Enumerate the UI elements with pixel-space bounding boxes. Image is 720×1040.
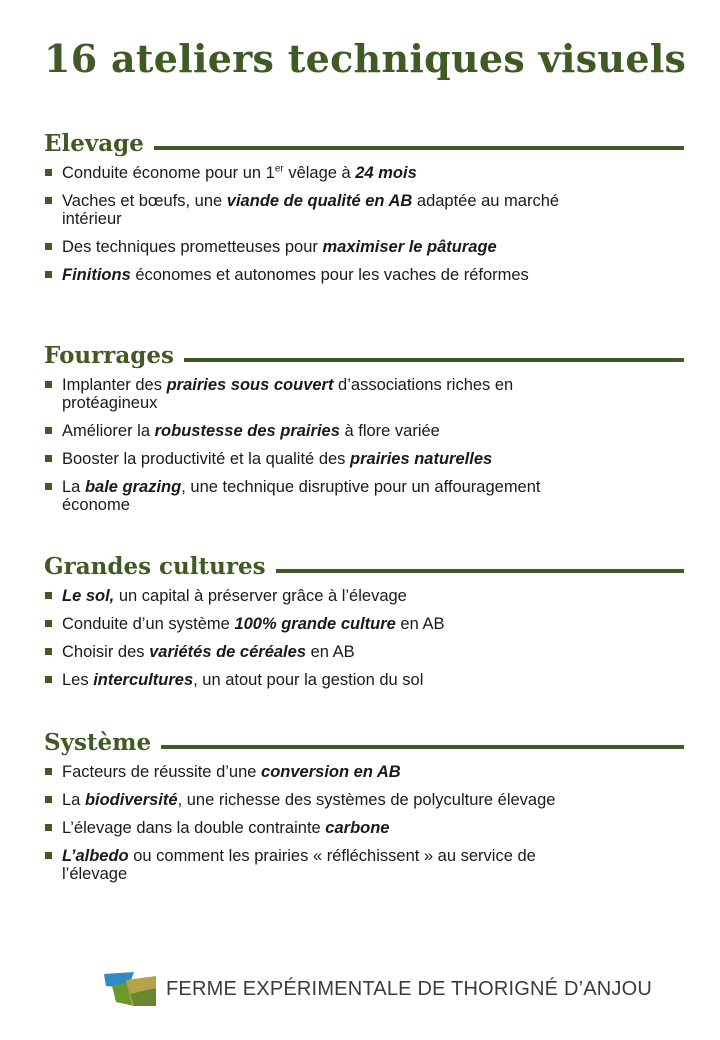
bullet-icon [45,768,52,775]
item-emphasis: L’albedo [62,847,129,865]
section-rule [184,358,684,362]
item-emphasis: Le sol, [62,587,115,605]
bullet-icon [45,852,52,859]
item-text: Conduite d’un système [62,615,235,633]
list-item [44,643,582,661]
item-list [44,587,684,689]
list-item [44,164,582,182]
section-title: Fourrages [44,341,174,369]
page-title: 16 ateliers techniques visuels [44,36,687,81]
section-rule [154,146,684,150]
item-emphasis: viande de qualité en AB [226,192,413,210]
item-emphasis: bale grazing [84,478,182,496]
section-systeme [44,727,684,893]
item-emphasis: 100% grande culture [234,615,396,633]
item-text: un capital à préserver grâce à l’élevage [114,587,407,605]
item-text: La [62,791,85,809]
bullet-icon [45,620,52,627]
item-text: économes et autonomes pour les vaches de réformes [130,266,529,284]
item-text: adaptée au marché intérieur [62,192,560,228]
list-item [44,671,582,689]
item-list [44,763,684,883]
item-text: L’élevage dans la double contrainte [62,819,326,837]
section-header [44,128,684,158]
list-item [44,819,582,837]
item-text: à flore variée [339,422,440,440]
item-list [44,164,684,284]
item-text: en AB [306,643,355,661]
footer-org-name: FERME EXPÉRIMENTALE DE THORIGNÉ D’ANJOU [166,977,653,1000]
bullet-icon [45,483,52,490]
bullet-icon [45,824,52,831]
bullet-icon [45,243,52,250]
section-grandes-cultures [44,551,684,699]
section-title: Système [44,728,152,756]
bullet-icon [45,381,52,388]
item-text: Les [62,671,94,689]
item-emphasis: biodiversité [84,791,178,809]
item-emphasis: prairies naturelles [350,450,493,468]
item-text: ou comment les prairies « réfléchissent » au service de l’élevage [62,847,536,883]
item-emphasis: 24 mois [355,164,417,182]
bullet-icon [45,271,52,278]
item-text: Choisir des [62,643,150,661]
list-item [44,192,582,228]
section-rule [161,745,684,749]
list-item [44,238,602,256]
item-text: La [62,478,85,496]
bullet-icon [45,796,52,803]
item-emphasis: carbone [325,819,390,837]
bullet-icon [45,648,52,655]
item-text: d’associations riches en protéagineux [62,376,514,412]
item-text: , une technique disruptive pour un affouragement économe [62,478,541,514]
farm-logo-icon [104,972,156,1006]
item-list [44,376,684,514]
section-title: Grandes cultures [44,552,266,580]
bullet-icon [45,455,52,462]
item-text: Des techniques prometteuses pour [62,238,323,256]
section-fourrages [44,340,684,524]
list-item [44,847,582,883]
section-elevage [44,128,684,294]
list-item [44,763,582,781]
item-text: Booster la productivité et la qualité des [62,450,351,468]
item-text: en AB [395,615,445,633]
list-item [44,266,582,284]
section-rule [276,569,684,573]
list-item [44,450,602,468]
item-emphasis: intercultures [93,671,194,689]
item-emphasis: conversion en AB [261,763,401,781]
item-text: Conduite économe pour un 1 [62,164,275,182]
item-superscript: er [274,163,284,175]
list-item [44,478,582,514]
footer [104,972,652,1006]
item-emphasis: prairies sous couvert [166,376,334,394]
item-text: Implanter des [62,376,167,394]
list-item [44,791,582,809]
item-text: , une richesse des systèmes de polyculture élevage [177,791,556,809]
bullet-icon [45,427,52,434]
bullet-icon [45,592,52,599]
item-text: Facteurs de réussite d’une [62,763,262,781]
item-emphasis: variétés de céréales [149,643,306,661]
item-text: vêlage à [283,164,356,182]
section-title: Elevage [44,129,144,157]
section-header [44,551,684,581]
bullet-icon [45,169,52,176]
bullet-icon [45,676,52,683]
item-text: Vaches et bœufs, une [62,192,227,210]
section-header [44,340,684,370]
bullet-icon [45,197,52,204]
item-text: , un atout pour la gestion du sol [193,671,424,689]
list-item [44,422,582,440]
item-emphasis: robustesse des prairies [154,422,340,440]
item-text: Améliorer la [62,422,155,440]
item-emphasis: Finitions [62,266,131,284]
list-item [44,587,582,605]
list-item [44,376,582,412]
list-item [44,615,582,633]
item-emphasis: maximiser le pâturage [322,238,497,256]
section-header [44,727,684,757]
